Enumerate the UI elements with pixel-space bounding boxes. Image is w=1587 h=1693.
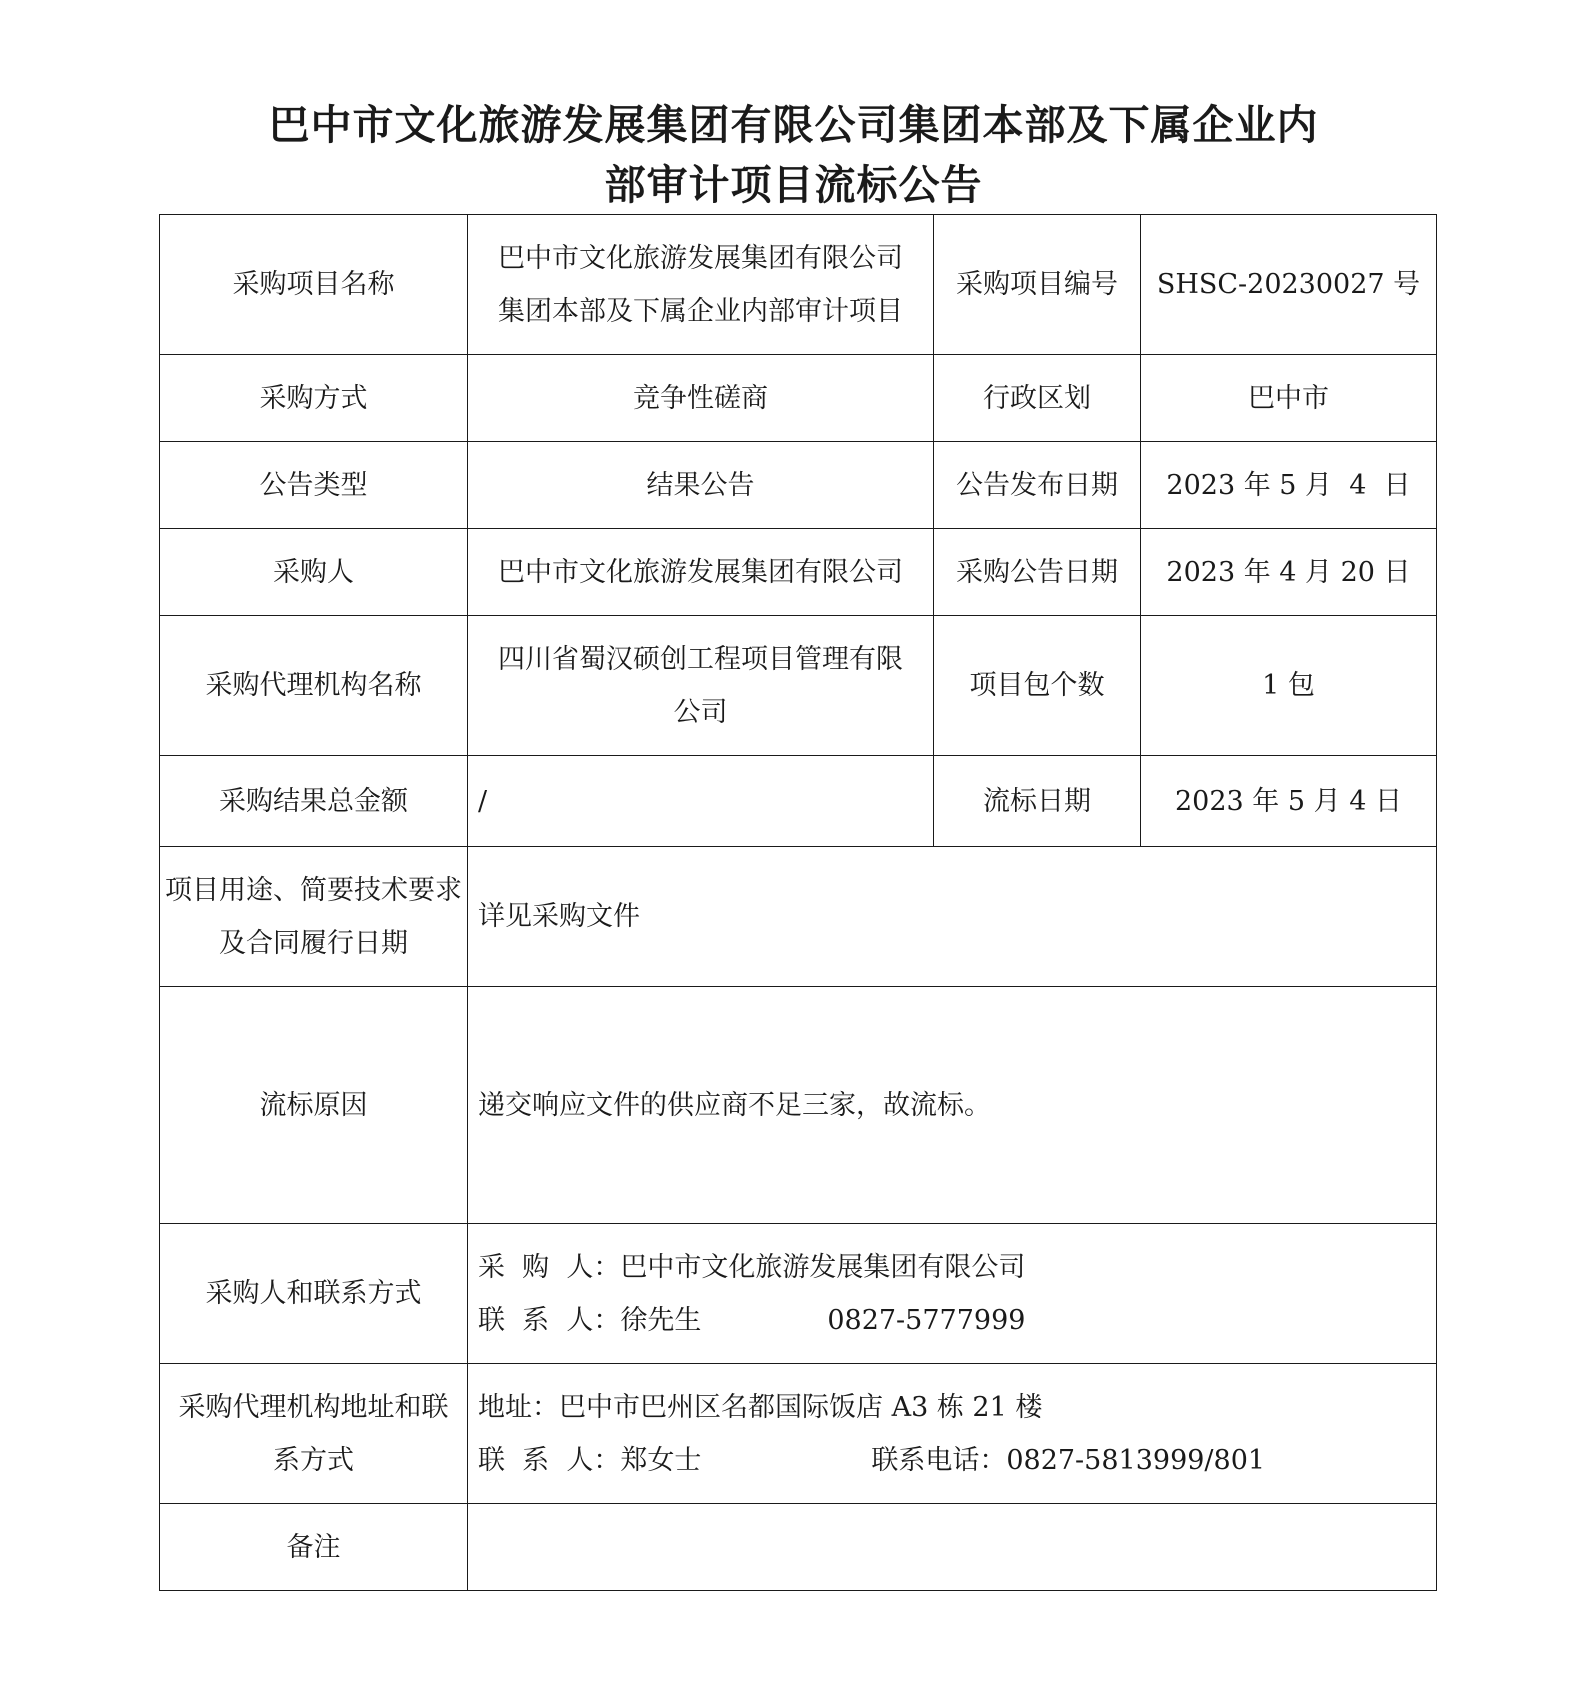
row-purchaser bbox=[160, 529, 1437, 616]
failure-date-value: 2023 年 5 月 4 日 bbox=[1141, 756, 1437, 847]
row-failure-reason bbox=[160, 987, 1437, 1224]
remarks-label: 备注 bbox=[160, 1504, 468, 1591]
usage-label-line-1: 项目用途、简要技术要求 bbox=[165, 874, 462, 906]
agency-name-line-2: 公司 bbox=[673, 696, 728, 728]
method-label: 采购方式 bbox=[160, 355, 468, 442]
agency-contact-line-2 bbox=[478, 1434, 1426, 1487]
document-title-line-1: 巴中市文化旅游发展集团有限公司集团本部及下属企业内 bbox=[268, 101, 1319, 149]
purchase-notice-date-label: 采购公告日期 bbox=[934, 529, 1141, 616]
row-remarks bbox=[160, 1504, 1437, 1591]
row-agency-contact bbox=[160, 1364, 1437, 1504]
notice-type-label: 公告类型 bbox=[160, 442, 468, 529]
agency-contact-phone: 联系电话：0827-5813999/801 bbox=[871, 1444, 1266, 1476]
usage-label bbox=[160, 847, 468, 987]
row-notice-type bbox=[160, 442, 1437, 529]
row-agency bbox=[160, 616, 1437, 756]
project-name-label: 采购项目名称 bbox=[160, 215, 468, 355]
purchaser-contact-person: 联 系 人：徐先生 bbox=[478, 1304, 702, 1336]
purchaser-value: 巴中市文化旅游发展集团有限公司 bbox=[468, 529, 934, 616]
publish-date-label: 公告发布日期 bbox=[934, 442, 1141, 529]
agency-contact-label-line-2: 系方式 bbox=[273, 1444, 354, 1476]
purchaser-contact-line-1: 采 购 人：巴中市文化旅游发展集团有限公司 bbox=[478, 1251, 1026, 1283]
agency-label: 采购代理机构名称 bbox=[160, 616, 468, 756]
purchaser-contact-label: 采购人和联系方式 bbox=[160, 1224, 468, 1364]
agency-value bbox=[468, 616, 934, 756]
total-amount-value: / bbox=[468, 756, 934, 847]
notice-type-value: 结果公告 bbox=[468, 442, 934, 529]
agency-contact-person: 联 系 人：郑女士 bbox=[478, 1444, 702, 1476]
row-total-amount bbox=[160, 756, 1437, 847]
project-no-label: 采购项目编号 bbox=[934, 215, 1141, 355]
total-amount-label: 采购结果总金额 bbox=[160, 756, 468, 847]
purchase-notice-date-value: 2023 年 4 月 20 日 bbox=[1141, 529, 1437, 616]
remarks-value bbox=[468, 1504, 1437, 1591]
region-label: 行政区划 bbox=[934, 355, 1141, 442]
failure-reason-label: 流标原因 bbox=[160, 987, 468, 1224]
project-name-line-2: 集团本部及下属企业内部审计项目 bbox=[498, 295, 903, 327]
row-project-name bbox=[160, 215, 1437, 355]
purchaser-label: 采购人 bbox=[160, 529, 468, 616]
usage-label-line-2: 及合同履行日期 bbox=[219, 927, 408, 959]
project-name-line-1: 巴中市文化旅游发展集团有限公司 bbox=[498, 242, 903, 274]
purchaser-contact-value bbox=[468, 1224, 1437, 1364]
package-count-value: 1 包 bbox=[1141, 616, 1437, 756]
agency-contact-label-line-1: 采购代理机构地址和联 bbox=[178, 1391, 449, 1423]
publish-date-value: 2023 年 5 月 4 日 bbox=[1141, 442, 1437, 529]
agency-name-line-1: 四川省蜀汉硕创工程项目管理有限 bbox=[498, 643, 903, 675]
region-value: 巴中市 bbox=[1141, 355, 1437, 442]
row-usage bbox=[160, 847, 1437, 987]
purchaser-contact-phone: 0827-5777999 bbox=[827, 1304, 1026, 1336]
failure-date-label: 流标日期 bbox=[934, 756, 1141, 847]
notice-table bbox=[159, 214, 1437, 1591]
purchaser-contact-line-2 bbox=[478, 1294, 1426, 1347]
agency-address: 地址：巴中市巴州区名都国际饭店 A3 栋 21 楼 bbox=[478, 1391, 1043, 1423]
failure-reason-value: 递交响应文件的供应商不足三家，故流标。 bbox=[468, 987, 1437, 1224]
project-no-value: SHSC-20230027 号 bbox=[1141, 215, 1437, 355]
usage-value: 详见采购文件 bbox=[468, 847, 1437, 987]
row-method bbox=[160, 355, 1437, 442]
agency-contact-value bbox=[468, 1364, 1437, 1504]
package-count-label: 项目包个数 bbox=[934, 616, 1141, 756]
row-purchaser-contact bbox=[160, 1224, 1437, 1364]
agency-contact-label bbox=[160, 1364, 468, 1504]
project-name-value bbox=[468, 215, 934, 355]
document-title-line-2: 部审计项目流标公告 bbox=[604, 161, 983, 209]
method-value: 竞争性磋商 bbox=[468, 355, 934, 442]
